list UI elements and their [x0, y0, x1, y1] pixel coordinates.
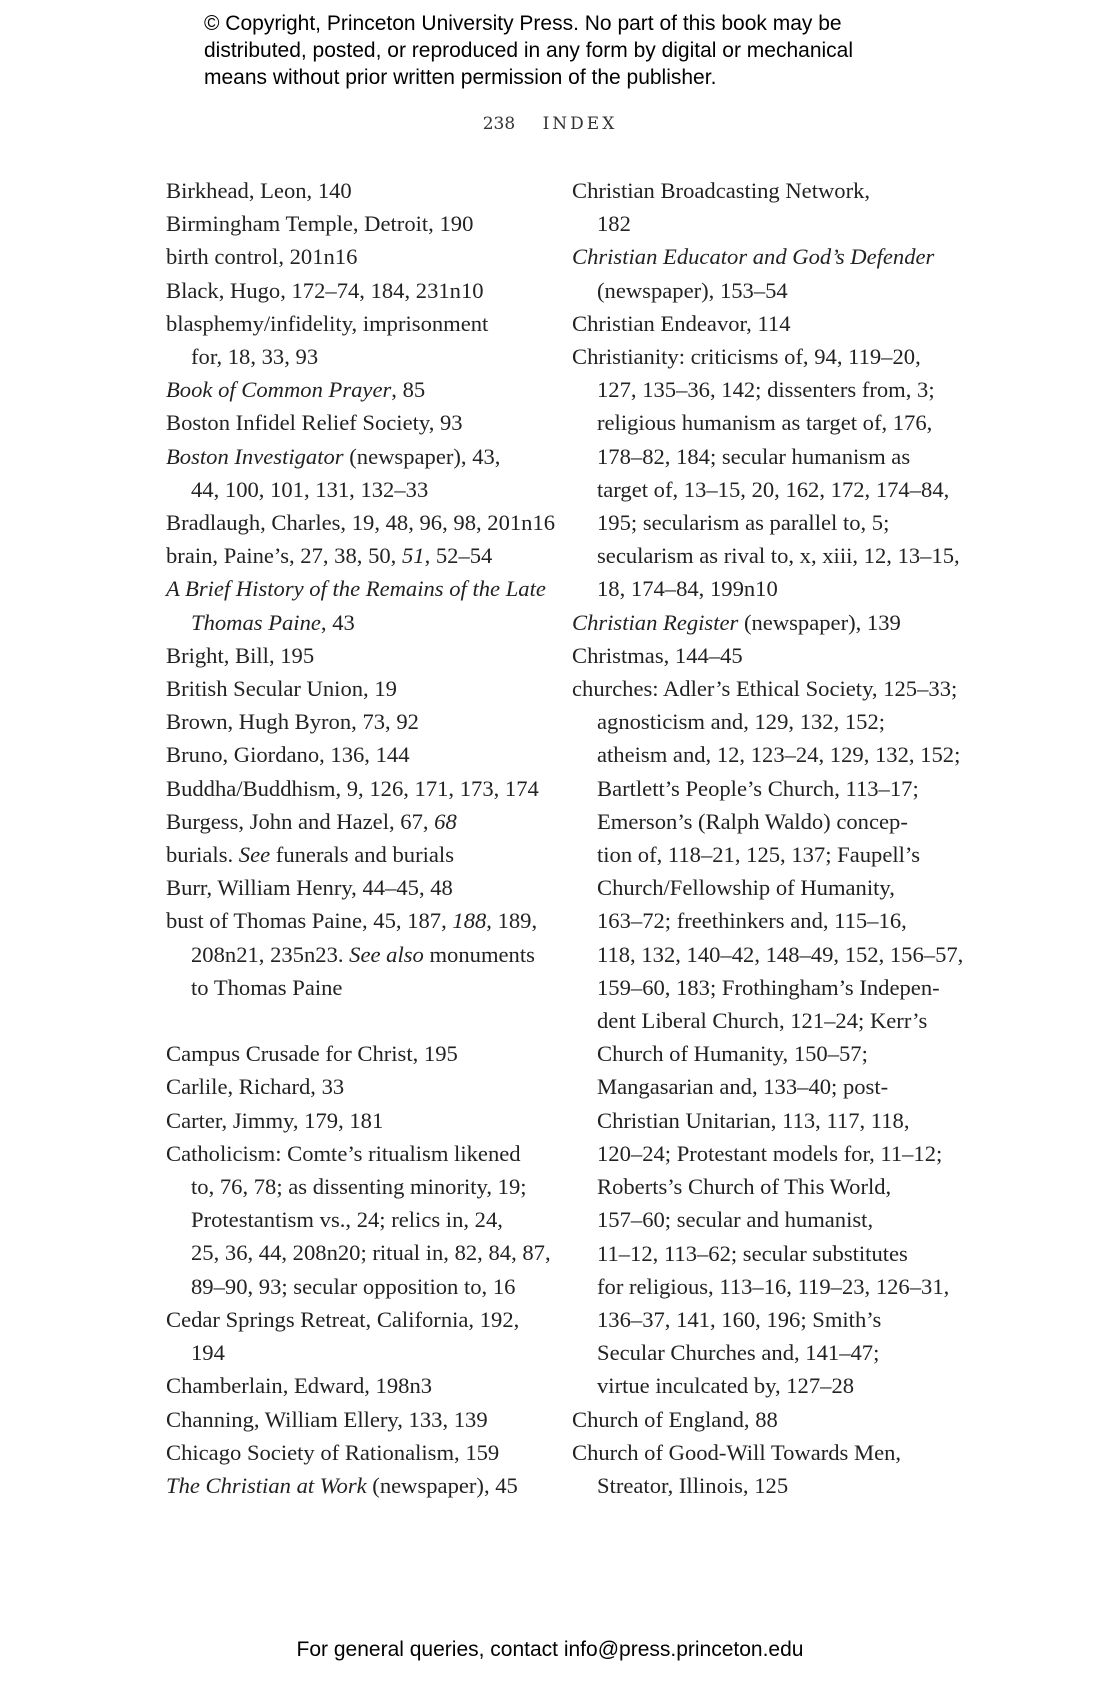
index-entry: [166, 373, 546, 406]
index-entry-line: Christian Educator and God’s Defender: [572, 244, 935, 270]
index-entry: [166, 1104, 546, 1137]
index-entry-continuation: dent Liberal Church, 121–24; Kerr’s: [597, 1008, 928, 1034]
index-entry: [166, 1369, 546, 1402]
index-entry: [572, 1403, 944, 1436]
index-entry: [166, 805, 546, 838]
index-entry-line: Birmingham Temple, Detroit, 190: [166, 211, 474, 237]
index-entry-continuation: 136–37, 141, 160, 196; Smith’s: [597, 1306, 882, 1332]
index-entry-line: Channing, William Ellery, 133, 139: [166, 1406, 488, 1432]
index-entry-line: Chicago Society of Rationalism, 159: [166, 1439, 500, 1465]
letter-group-gap: [166, 1004, 546, 1037]
index-entry: [166, 705, 546, 738]
index-entry-continuation: 208n21, 235n23. See also monuments: [191, 941, 535, 967]
index-entry-continuation: 11–12, 113–62; secular substitutes: [597, 1240, 908, 1266]
index-entry-continuation: 194: [191, 1340, 225, 1366]
index-entry-continuation: Church/Fellowship of Humanity,: [597, 875, 895, 901]
index-entry: [166, 904, 546, 1004]
index-entry-line: Boston Infidel Relief Society, 93: [166, 410, 463, 436]
index-entry-continuation: virtue inculcated by, 127–28: [597, 1373, 855, 1399]
index-entry: [166, 174, 546, 207]
index-entry-line: British Secular Union, 19: [166, 676, 397, 702]
index-entry: [166, 1137, 551, 1303]
index-entry-continuation: agnosticism and, 129, 132, 152;: [597, 709, 886, 735]
index-entry: [166, 539, 546, 572]
index-entry-line: Black, Hugo, 172–74, 184, 231n10: [166, 277, 484, 303]
index-entry-line: churches: Adler’s Ethical Society, 125–33;: [572, 676, 958, 702]
index-entry-continuation: Streator, Illinois, 125: [597, 1472, 789, 1498]
index-entry-line: Cedar Springs Retreat, California, 192,: [166, 1306, 520, 1332]
index-entry-continuation: Thomas Paine, 43: [191, 609, 355, 635]
index-entry-continuation: for, 18, 33, 93: [191, 344, 319, 370]
index-entry-continuation: Mangasarian and, 133–40; post-: [597, 1074, 889, 1100]
index-entry-line: Christianity: criticisms of, 94, 119–20,: [572, 344, 921, 370]
index-entry: [572, 1436, 944, 1502]
index-entry-line: Campus Crusade for Christ, 195: [166, 1041, 458, 1067]
index-entry-line: Christian Register (newspaper), 139: [572, 609, 901, 635]
index-entry-continuation: 195; secularism as parallel to, 5;: [597, 510, 890, 536]
footer-contact: For general queries, contact info@press.princeton.edu: [296, 1638, 804, 1661]
index-entry-line: bust of Thomas Paine, 45, 187, 188, 189,: [166, 908, 538, 934]
index-entry-continuation: (newspaper), 153–54: [597, 277, 788, 303]
index-entry-continuation: 157–60; secular and humanist,: [597, 1207, 874, 1233]
index-entry-line: Boston Investigator (newspaper), 43,: [166, 443, 501, 469]
index-entry-line: Bradlaugh, Charles, 19, 48, 96, 98, 201n16: [166, 510, 556, 536]
index-entry-line: Bright, Bill, 195: [166, 642, 315, 668]
running-head: [0, 114, 1100, 134]
index-entry: [166, 1436, 546, 1469]
index-entry-continuation: Emerson’s (Ralph Waldo) concep-: [597, 808, 908, 834]
index-entry: [166, 772, 546, 805]
index-entry-continuation: Protestantism vs., 24; relics in, 24,: [191, 1207, 503, 1233]
index-entry-continuation: to, 76, 78; as dissenting minority, 19;: [191, 1174, 527, 1200]
index-entry-line: Carlile, Richard, 33: [166, 1074, 345, 1100]
index-entry-continuation: 159–60, 183; Frothingham’s Indepen-: [597, 974, 940, 1000]
index-entry-continuation: 127, 135–36, 142; dissenters from, 3;: [597, 377, 935, 403]
index-entry-continuation: Secular Churches and, 141–47;: [597, 1340, 880, 1366]
index-entry-continuation: 25, 36, 44, 208n20; ritual in, 82, 84, 87,: [191, 1240, 551, 1266]
index-entry-line: Buddha/Buddhism, 9, 126, 171, 173, 174: [166, 775, 539, 801]
index-entry: [572, 639, 944, 672]
index-entry-line: Book of Common Prayer, 85: [166, 377, 426, 403]
index-entry-line: Church of England, 88: [572, 1406, 778, 1432]
index-entry-continuation: 118, 132, 140–42, 148–49, 152, 156–57,: [597, 941, 964, 967]
index-entry-line: Bruno, Giordano, 136, 144: [166, 742, 410, 768]
index-entry-line: Birkhead, Leon, 140: [166, 178, 352, 203]
index-entry-line: Christmas, 144–45: [572, 642, 743, 668]
index-entry-line: Christian Endeavor, 114: [572, 310, 791, 336]
index-entry-continuation: secularism as rival to, x, xiii, 12, 13–15,: [597, 543, 960, 569]
index-entry-line: Church of Good-Will Towards Men,: [572, 1439, 902, 1465]
index-entry-line: A Brief History of the Remains of the Late: [166, 576, 546, 602]
index-entry: [166, 506, 556, 539]
index-entry-continuation: 178–82, 184; secular humanism as: [597, 443, 911, 469]
index-entry-continuation: atheism and, 12, 123–24, 129, 132, 152;: [597, 742, 961, 768]
index-entry-line: brain, Paine’s, 27, 38, 50, 51, 52–54: [166, 543, 493, 569]
index-entry: [572, 606, 944, 639]
index-entry: [166, 440, 546, 506]
index-entry-line: Brown, Hugh Byron, 73, 92: [166, 709, 419, 735]
index-entry: [166, 406, 546, 439]
index-entry: [166, 240, 546, 273]
index-entry-continuation: 44, 100, 101, 131, 132–33: [191, 476, 429, 502]
index-entry: [166, 572, 546, 638]
index-entry: [166, 738, 546, 771]
index-entry: [572, 340, 960, 606]
index-entry-continuation: 182: [597, 211, 631, 237]
index-entry-continuation: 89–90, 93; secular opposition to, 16: [191, 1273, 516, 1299]
copyright-line: © Copyright, Princeton University Press. No part of this book may be: [204, 12, 842, 35]
index-entry-continuation: Bartlett’s People’s Church, 113–17;: [597, 775, 919, 801]
index-entry-continuation: target of, 13–15, 20, 162, 172, 174–84,: [597, 476, 950, 502]
index-entry-continuation: for religious, 113–16, 119–23, 126–31,: [597, 1273, 950, 1299]
index-entry-line: Burr, William Henry, 44–45, 48: [166, 875, 453, 901]
index-entry-line: The Christian at Work (newspaper), 45: [166, 1472, 518, 1498]
index-entry-continuation: to Thomas Paine: [191, 974, 343, 1000]
index-entry: [572, 174, 944, 240]
page-number: 238: [482, 114, 516, 134]
copyright-line: distributed, posted, or reproduced in any form by digital or mechanical: [204, 39, 854, 62]
copyright-notice: [204, 10, 964, 91]
index-entry-continuation: 163–72; freethinkers and, 115–16,: [597, 908, 907, 934]
index-entry-line: burials. See funerals and burials: [166, 842, 454, 868]
index-entry-continuation: religious humanism as target of, 176,: [597, 410, 933, 436]
index-entry: [166, 838, 546, 871]
index-entry: [166, 1303, 546, 1369]
index-entry-continuation: 120–24; Protestant models for, 11–12;: [597, 1140, 943, 1166]
index-entry: [166, 1037, 546, 1070]
index-column-right: [572, 174, 964, 1502]
index-entry-line: blasphemy/infidelity, imprisonment: [166, 310, 489, 336]
index-entry: [572, 672, 964, 1402]
index-entry-line: Carter, Jimmy, 179, 181: [166, 1107, 384, 1133]
index-entry: [166, 1403, 546, 1436]
index-entry: [166, 672, 546, 705]
index-entry: [166, 307, 546, 373]
index-entry-continuation: Christian Unitarian, 113, 117, 118,: [597, 1107, 910, 1133]
index-column-left: [166, 174, 556, 1502]
index-entry-continuation: tion of, 118–21, 125, 137; Faupell’s: [597, 842, 920, 868]
index-entry-line: Chamberlain, Edward, 198n3: [166, 1373, 433, 1399]
index-entry-continuation: Church of Humanity, 150–57;: [597, 1041, 868, 1067]
index-entry-line: Burgess, John and Hazel, 67, 68: [166, 808, 457, 834]
index-entry: [572, 240, 944, 306]
index-entry: [166, 207, 546, 240]
index-entry-continuation: Roberts’s Church of This World,: [597, 1174, 892, 1200]
index-entry-line: birth control, 201n16: [166, 244, 358, 270]
index-entry: [166, 1070, 546, 1103]
index-entry: [166, 639, 546, 672]
index-entry-line: Christian Broadcasting Network,: [572, 178, 871, 203]
index-entry: [166, 1469, 546, 1502]
index-entry: [166, 274, 546, 307]
copyright-line: means without prior written permission of the publisher.: [204, 66, 717, 89]
section-title: INDEX: [542, 114, 618, 134]
index-entry: [572, 307, 944, 340]
index-entry: [166, 871, 546, 904]
index-entry-line: Catholicism: Comte’s ritualism likened: [166, 1140, 521, 1166]
index-entry-continuation: 18, 174–84, 199n10: [597, 576, 778, 602]
